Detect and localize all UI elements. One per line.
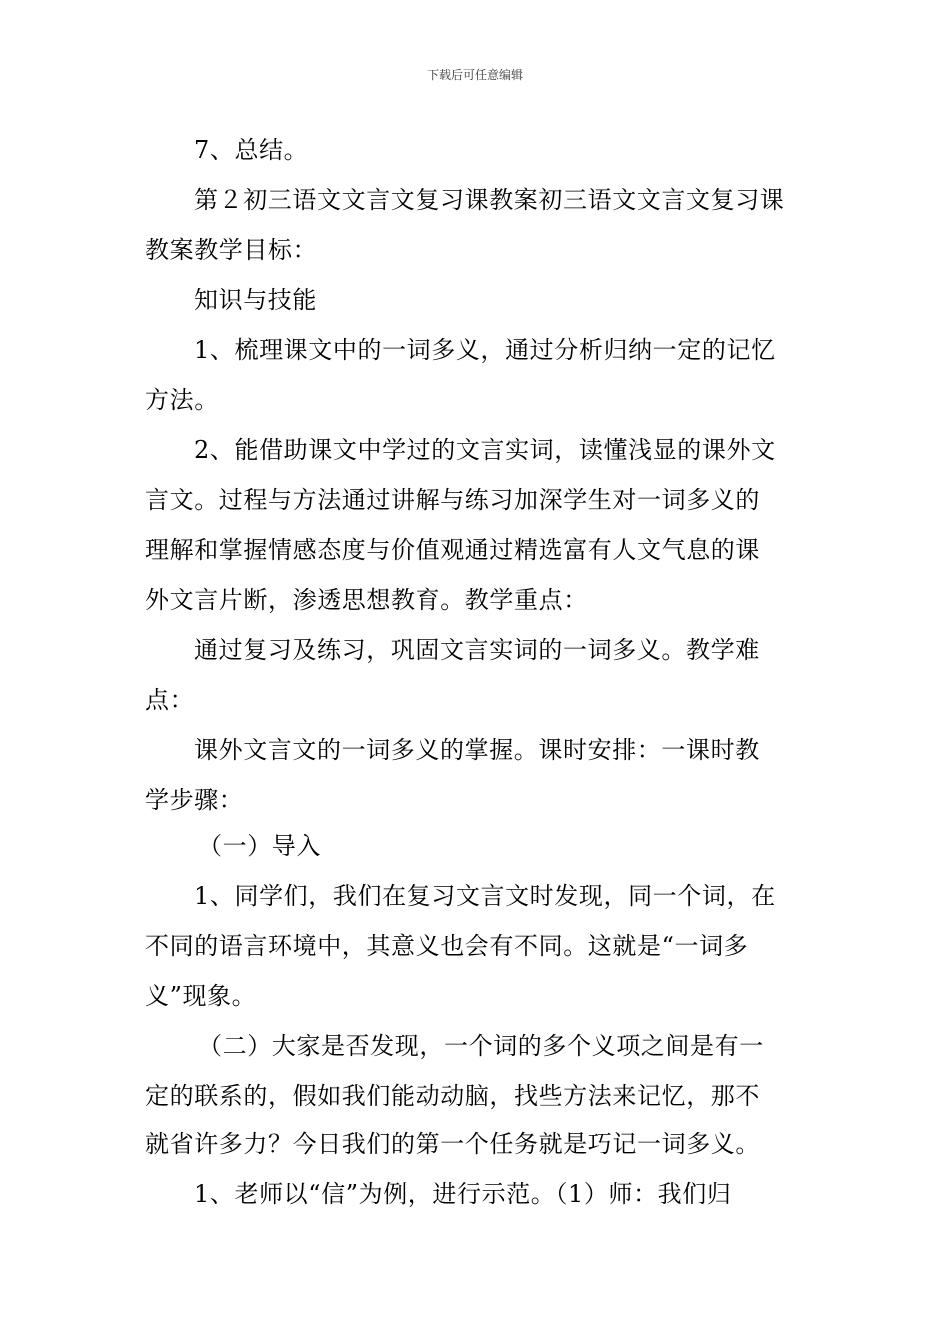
text-line-1: 7、总结。 xyxy=(194,136,309,164)
text-line-19: （二）大家是否发现，一个词的多个义项之间是有一 xyxy=(198,1032,764,1060)
text-line-10: 外文言片断，渗透思想教育。教学重点： xyxy=(145,586,588,614)
text-line-20: 定的联系的，假如我们能动动脑，找些方法来记忆，那不 xyxy=(145,1082,760,1110)
text-line-22: 1、老师以“信”为例，进行示范。（1）师：我们归 xyxy=(194,1180,732,1208)
text-line-5: 1、梳理课文中的一词多义，通过分析归纳一定的记忆 xyxy=(194,336,776,364)
text-line-18: 义”现象。 xyxy=(145,982,257,1010)
text-line-2: 第２初三语文文言文复习课教案初三语文文言文复习课 xyxy=(194,186,785,214)
text-line-3: 教案教学目标： xyxy=(145,236,318,264)
text-line-9: 理解和掌握情感态度与价值观通过精选富有人文气息的课 xyxy=(145,536,760,564)
text-line-12: 点： xyxy=(145,686,195,714)
text-line-6: 方法。 xyxy=(145,386,219,414)
text-line-7: 2、能借助课文中学过的文言实词，读懂浅显的课外文 xyxy=(194,436,776,464)
text-line-11: 通过复习及练习，巩固文言实词的一词多义。教学难 xyxy=(194,636,760,664)
text-line-15: （一）导入 xyxy=(198,832,321,860)
text-line-17: 不同的语言环境中，其意义也会有不同。这就是“一词多 xyxy=(145,932,749,960)
text-line-16: 1、同学们，我们在复习文言文时发现，同一个词，在 xyxy=(194,882,776,910)
text-line-4: 知识与技能 xyxy=(194,286,317,314)
text-line-8: 言文。过程与方法通过讲解与练习加深学生对一词多义的 xyxy=(145,486,760,514)
page-header: 下载后可任意编辑 xyxy=(426,68,523,82)
text-line-21: 就省许多力？今日我们的第一个任务就是巧记一词多义。 xyxy=(145,1130,760,1158)
text-line-14: 学步骤： xyxy=(145,786,244,814)
text-line-13: 课外文言文的一词多义的掌握。课时安排：一课时教 xyxy=(194,736,760,764)
